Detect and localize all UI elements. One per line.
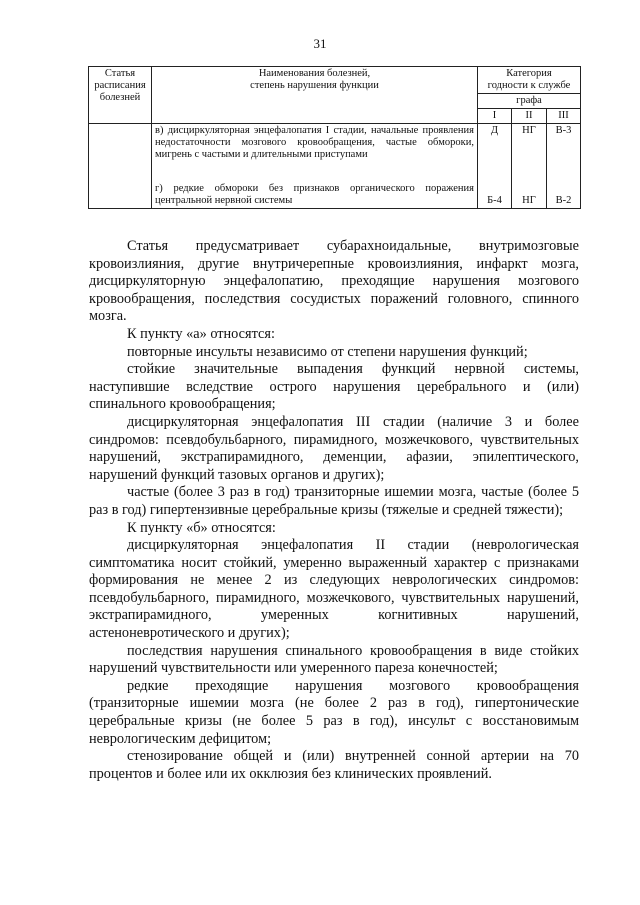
paragraph: стенозирование общей и (или) внутренней сонной артерии на 70 процентов и более или их окклюзия без клинических проявлений. — [89, 748, 579, 782]
paragraph: последствия нарушения спинального кровообращения в виде стойких нарушений чувствительности или умеренного пареза конечностей; — [89, 642, 579, 677]
row-grafa-3: В-2 — [555, 195, 572, 206]
header-category — [478, 67, 581, 94]
paragraph: дисциркуляторная энцефалопатия II стадии (неврологическая симптоматика носит стойкий, умеренно выраженный характер с признаками формирования не менее 2 из следующих неврологических синдромов: псевдобульбарного, пирамидного, мозжечкового, чувствительных нарушений, экстрапирамидного, умеренных когнитивных нарушений, астеноневротического и других); — [89, 537, 579, 642]
article-cell — [89, 124, 152, 209]
row-grafa-1: Б-4 — [487, 195, 502, 206]
paragraph: редкие преходящие нарушения мозгового кровообращения (транзиторные ишемии мозга (не более 2 раз в год), гипертонические церебральные кризы (не более 5 раз в год), инсульт с восстановимым неврологическим дефицитом; — [89, 677, 579, 747]
paragraph: стойкие значительные выпадения функций нервной системы, наступившие вследствие острого нарушения церебрального и (или) спинального кровообращения; — [89, 361, 579, 413]
row-text: в) дисциркуляторная энцефалопатия I стадии, начальные проявления недостаточности мозгового кровообращения, частые обмороки, мигрень с частыми и длительными приступами — [155, 125, 474, 160]
header-grafa-1: I — [478, 109, 512, 124]
header-grafa-3: III — [547, 109, 581, 124]
header-category-line2: годности к службе — [487, 80, 571, 91]
row-grafa-3: В-3 — [555, 125, 572, 136]
row-grafa-1: Д — [490, 125, 499, 136]
paragraph: Статья предусматривает субарахноидальные, внутримозговые кровоизлияния, другие внутричерепные кровоизлияния, инфаркт мозга, дисциркуляторную энцефалопатию, преходящие нарушения мозгового кровообращения, последствия сосудистых поражений головного, спинного мозга. — [89, 238, 579, 325]
row-grafa-2: НГ — [522, 125, 536, 136]
row-grafa-2: НГ — [522, 195, 536, 206]
header-grafa: графа — [478, 94, 581, 109]
paragraph: повторные инсульты независимо от степени нарушения функций; — [127, 343, 528, 360]
paragraph: дисциркуляторная энцефалопатия III стадии (наличие 3 и более синдромов: псевдобульбарного, пирамидного, мозжечкового, чувствительных нарушений, экстрапирамидного, деменции, афазии, эпилептического, нарушений функций тазовых органов и других); — [89, 413, 579, 483]
grafa-2-values — [512, 124, 547, 209]
table-row — [152, 124, 478, 209]
paragraph: К пункту «б» относятся: — [127, 519, 276, 536]
disease-table — [88, 66, 581, 209]
paragraph: частые (более 3 раз в год) транзиторные ишемии мозга, частые (более 5 раз в год) гипертензивные церебральные кризы (тяжелые и средней тяжести); — [89, 484, 579, 518]
header-disease-name — [152, 67, 478, 124]
header-article: Статья расписания болезней — [89, 67, 152, 124]
article-text — [89, 238, 579, 783]
grafa-1-values — [478, 124, 512, 209]
page-number: 31 — [313, 36, 327, 51]
header-disease-name-line1: Наименования болезней, — [258, 68, 371, 79]
paragraph: К пункту «а» относятся: — [127, 325, 275, 342]
header-disease-name-line2: степень нарушения функции — [250, 80, 379, 91]
row-text: г) редкие обмороки без признаков органического поражения центральной нервной системы — [155, 183, 474, 206]
header-grafa-2: II — [512, 109, 547, 124]
header-category-line1: Категория — [506, 68, 552, 79]
grafa-3-values — [547, 124, 581, 209]
